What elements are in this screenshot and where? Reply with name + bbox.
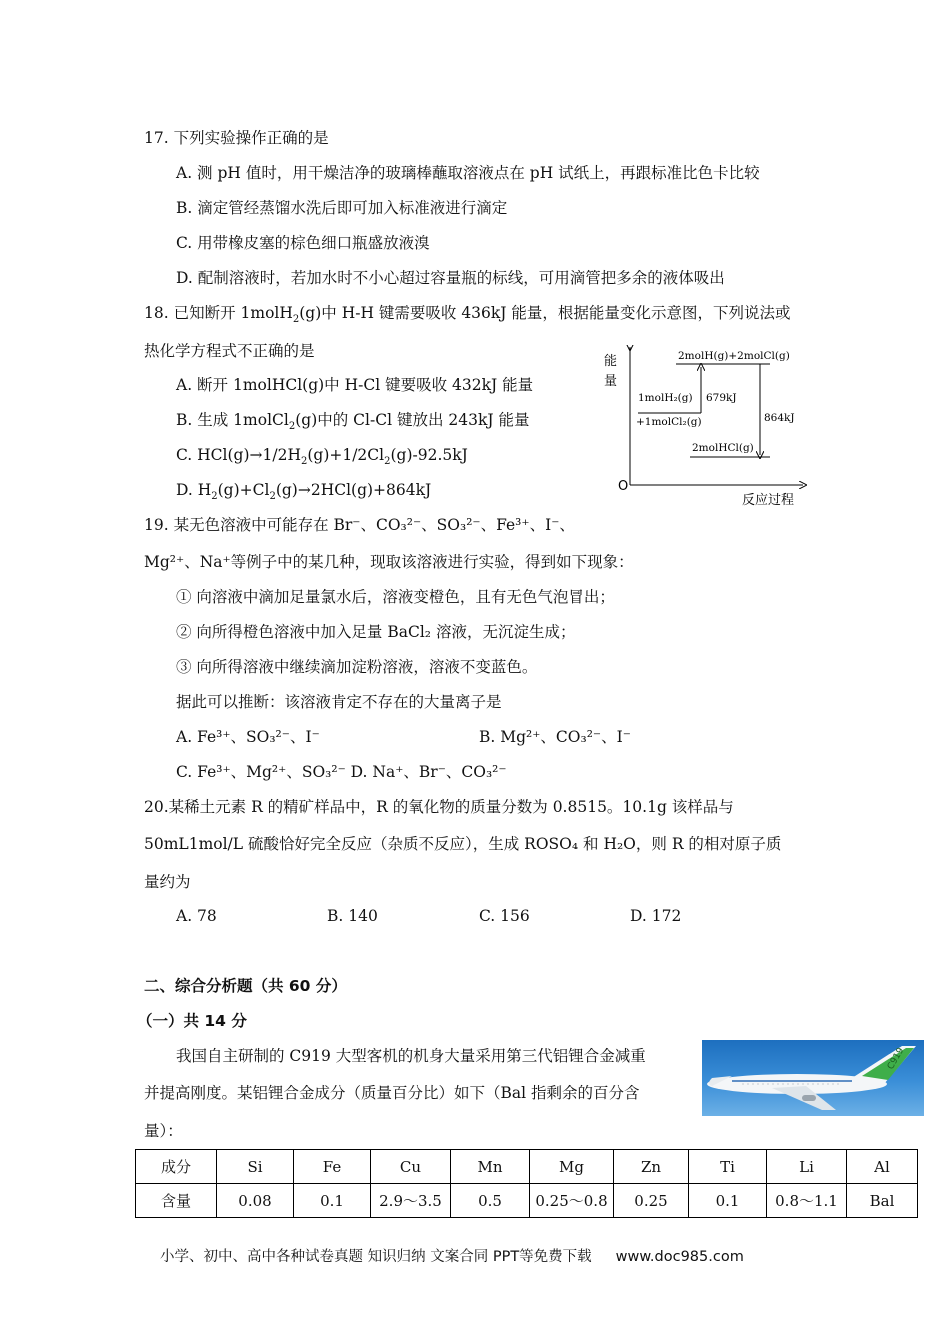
q17-stem: 17. 下列实验操作正确的是 [144, 129, 329, 147]
section2-para-line1: 我国自主研制的 C919 大型客机的机身大量采用第三代铝锂合金减重 [176, 1047, 646, 1065]
table-cell: 0.1 [294, 1184, 371, 1218]
q19-stem-line2: Mg²⁺、Na⁺等例子中的某几种，现取该溶液进行实验，得到如下现象： [144, 553, 634, 571]
section2-part1: （一）共 14 分 [137, 1012, 247, 1030]
table-cell: 0.5 [451, 1184, 530, 1218]
section2-title: 二、综合分析题（共 60 分） [144, 977, 347, 995]
table-cell: Fe [294, 1150, 371, 1184]
q19-stem-line1: 19. 某无色溶液中可能存在 Br⁻、CO₃²⁻、SO₃²⁻、Fe³⁺、I⁻、 [144, 516, 575, 534]
q19-option-b: B. Mg²⁺、CO₃²⁻、I⁻ [479, 728, 631, 746]
page-footer [160, 1245, 744, 1266]
q17-option-a: A. 测 pH 值时，用干燥洁净的玻璃棒蘸取溶液点在 pH 试纸上，再跟标准比色卡比较 [176, 164, 760, 182]
table-row-values [136, 1184, 918, 1218]
q18-option-a: A. 断开 1molHCl(g)中 H-Cl 键要吸收 432kJ 能量 [176, 376, 534, 394]
table-cell: Mn [451, 1150, 530, 1184]
table-cell: Zn [614, 1150, 689, 1184]
c919-plane-image [702, 1040, 924, 1116]
q17-option-c: C. 用带橡皮塞的棕色细口瓶盛放液溴 [176, 234, 430, 252]
q20-stem-line2: 50mL1mol/L 硫酸恰好完全反应（杂质不反应），生成 ROSO₄ 和 H₂O，则 R 的相对原子质 [144, 835, 782, 853]
table-cell: Cu [371, 1150, 451, 1184]
q18-option-d: D. $H_2(g)+Cl_2(g)\to 2HCl(g)+864kJ$ [176, 481, 432, 503]
q18-option-c: C. $HCl(g)\to 1/2H_2(g)+1/2Cl_2(g)-92.5kJ$ [176, 446, 468, 468]
level-left-label-1: 1molH₂(g) [638, 392, 693, 404]
q18-stem-line1: 18. 已知断开 1molH$_2$(g)中 H-H 键需要吸收 436kJ 能量，根据能量变化示意图，下列说法或 [144, 304, 791, 326]
q18-option-b: B. 生成 1molCl$_2$(g)中的 Cl-Cl 键放出 243kJ 能量 [176, 411, 530, 433]
table-cell: 0.8～1.1 [767, 1184, 847, 1218]
footer-text: 小学、初中、高中各种试卷真题 知识归纳 文案合同 PPT等免费下载 [160, 1249, 592, 1265]
arrow-down-value: 864kJ [764, 412, 795, 424]
q18-stem-line2: 热化学方程式不正确的是 [144, 342, 315, 360]
level-bottom-label: 2molHCl(g) [692, 442, 754, 454]
q20-stem-line3: 量约为 [144, 873, 191, 891]
q19-option-a: A. Fe³⁺、SO₃²⁻、I⁻ [176, 728, 320, 746]
table-cell: 0.1 [689, 1184, 767, 1218]
table-cell: Al [847, 1150, 918, 1184]
alloy-composition-table [135, 1149, 918, 1218]
level-top-label: 2molH(g)+2molCl(g) [678, 350, 790, 362]
table-cell: 2.9～3.5 [371, 1184, 451, 1218]
table-cell: Bal [847, 1184, 918, 1218]
q19-step-2: ② 向所得橙色溶液中加入足量 BaCl₂ 溶液，无沉淀生成； [176, 623, 576, 641]
q17-option-d: D. 配制溶液时，若加水时不小心超过容量瓶的标线，可用滴管把多余的液体吸出 [176, 269, 725, 287]
q20-option-d: D. 172 [630, 907, 682, 925]
section2-para-line3: 量）： [144, 1122, 183, 1140]
table-row-headers [136, 1150, 918, 1184]
table-cell: Mg [530, 1150, 614, 1184]
arrow-up-value: 679kJ [706, 392, 737, 404]
q17-option-b: B. 滴定管经蒸馏水洗后即可加入标准液进行滴定 [176, 199, 508, 217]
y-axis-label-1: 能 [604, 354, 618, 369]
energy-diagram [598, 345, 813, 515]
q19-infer: 据此可以推断：该溶液肯定不存在的大量离子是 [176, 693, 502, 711]
table-cell: 0.08 [217, 1184, 294, 1218]
table-cell: 含量 [136, 1184, 217, 1218]
q20-stem-line1: 20.某稀土元素 R 的精矿样品中，R 的氧化物的质量分数为 0.8515。10.1g 该样品与 [144, 798, 734, 816]
table-cell: 0.25～0.8 [530, 1184, 614, 1218]
q19-step-1: ① 向溶液中滴加足量氯水后，溶液变橙色，且有无色气泡冒出； [176, 588, 615, 606]
table-cell: Si [217, 1150, 294, 1184]
q20-option-b: B. 140 [327, 907, 378, 925]
q19-options-cd: C. Fe³⁺、Mg²⁺、SO₃²⁻ D. Na⁺、Br⁻、CO₃²⁻ [176, 763, 507, 781]
q20-option-a: A. 78 [176, 907, 217, 925]
table-cell: Li [767, 1150, 847, 1184]
table-cell: 成分 [136, 1150, 217, 1184]
table-cell: 0.25 [614, 1184, 689, 1218]
plane-tail-text: C919 [885, 1046, 907, 1072]
y-axis-label-2: 量 [604, 374, 618, 389]
table-cell: Ti [689, 1150, 767, 1184]
x-axis-label: 反应过程 [742, 493, 795, 508]
level-left-label-2: +1molCl₂(g) [636, 416, 702, 428]
footer-url[interactable]: www.doc985.com [615, 1249, 744, 1265]
q19-step-3: ③ 向所得溶液中继续滴加淀粉溶液，溶液不变蓝色。 [176, 658, 538, 676]
section2-para-line2: 并提高刚度。某铝锂合金成分（质量百分比）如下（Bal 指剩余的百分含 [144, 1084, 640, 1102]
q20-option-c: C. 156 [479, 907, 530, 925]
origin-label: O [618, 479, 629, 494]
